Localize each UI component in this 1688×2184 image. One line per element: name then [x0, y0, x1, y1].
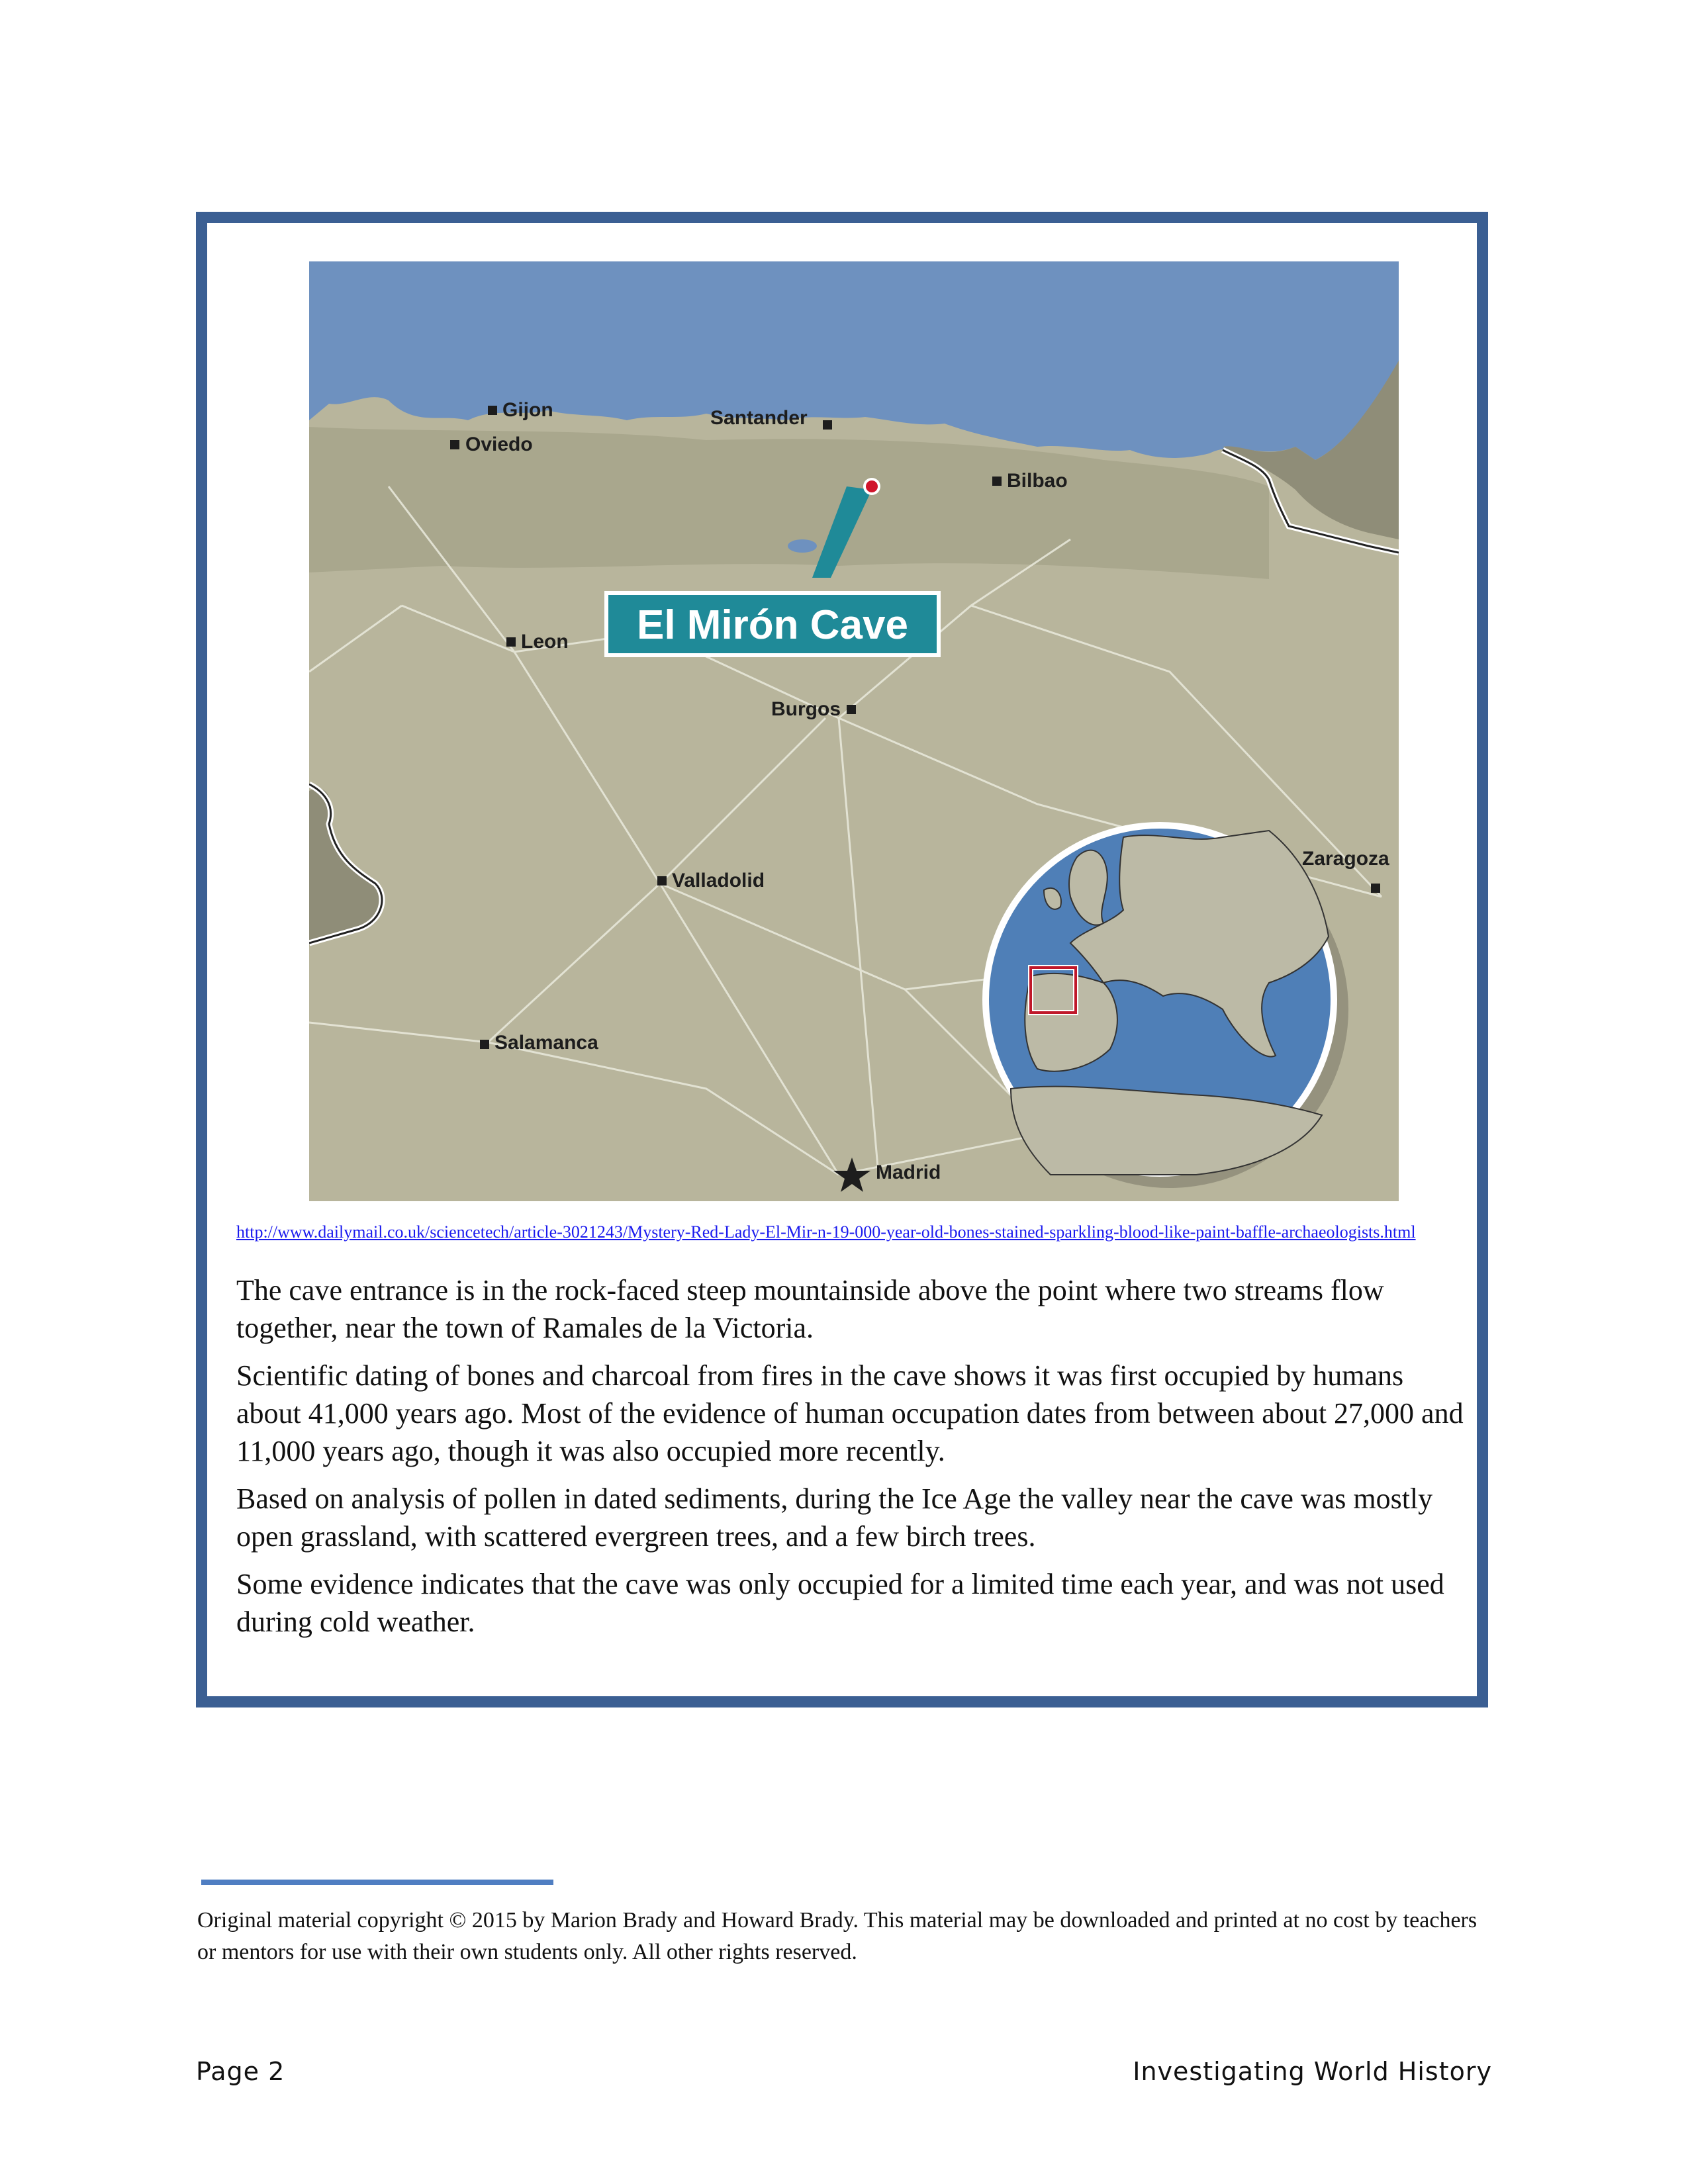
callout-label: El Mirón Cave [637, 602, 908, 648]
paragraph: The cave entrance is in the rock-faced steep mountainside above the point where two streams flow together, near the town of Ramales de la Victoria. [236, 1274, 1384, 1344]
map-svg [309, 261, 1399, 1201]
city-marker [480, 1040, 489, 1049]
city-label: Santander [710, 407, 808, 429]
copyright-footnote: Original material copyright © 2015 by Marion Brady and Howard Brady. This material may be downloaded and printed at no cost by teachers or mentors for use with their own students only. All other rights reserved. [197, 1908, 1477, 1964]
city-marker [1371, 884, 1380, 893]
city-label: Leon [521, 631, 569, 653]
source-link[interactable]: http://www.dailymail.co.uk/sciencetech/article-3021243/Mystery-Red-Lady-El-Mir-n-19-000-year-old-bones-stained-sparkling-blood-like-paint-baffle-archaeologists.html [236, 1222, 1416, 1242]
city-salamanca [480, 1032, 598, 1054]
city-label: Oviedo [465, 433, 533, 455]
city-marker [992, 477, 1002, 486]
city-marker [847, 705, 856, 714]
city-label: Madrid [876, 1161, 941, 1183]
city-valladolid [657, 870, 765, 891]
paragraph: Based on analysis of pollen in dated sediments, during the Ice Age the valley near the cave was mostly open grassland, with scattered evergreen trees, and a few birch trees. [236, 1482, 1433, 1553]
body-text [236, 1271, 1468, 1651]
reservoir [788, 539, 817, 553]
footnote-divider [201, 1880, 553, 1885]
city-label: Zaragoza [1302, 848, 1389, 870]
city-marker [488, 406, 497, 415]
city-label: Bilbao [1007, 470, 1068, 492]
locator-globe [982, 822, 1348, 1188]
paragraph: Some evidence indicates that the cave was only occupied for a limited time each year, and was not used during cold weather. [236, 1568, 1444, 1638]
city-marker [657, 876, 667, 886]
city-label: Valladolid [672, 870, 765, 891]
cave-marker [866, 480, 878, 492]
city-label: Burgos [771, 698, 841, 720]
book-title: Investigating World History [1133, 2057, 1492, 2086]
city-marker [823, 420, 832, 430]
city-marker [450, 440, 459, 449]
city-label: Salamanca [494, 1032, 598, 1054]
map-figure [309, 261, 1399, 1201]
content-box [196, 212, 1488, 1707]
city-label: Gijon [502, 399, 553, 421]
paragraph: Scientific dating of bones and charcoal from fires in the cave shows it was first occupied by humans about 41,000 years ago. Most of the evidence of human occupation dates from between about 27,000 and 11,000 years ago, though it was also occupied more recently. [236, 1359, 1464, 1467]
city-marker [506, 637, 516, 647]
page-number: Page 2 [196, 2057, 285, 2086]
